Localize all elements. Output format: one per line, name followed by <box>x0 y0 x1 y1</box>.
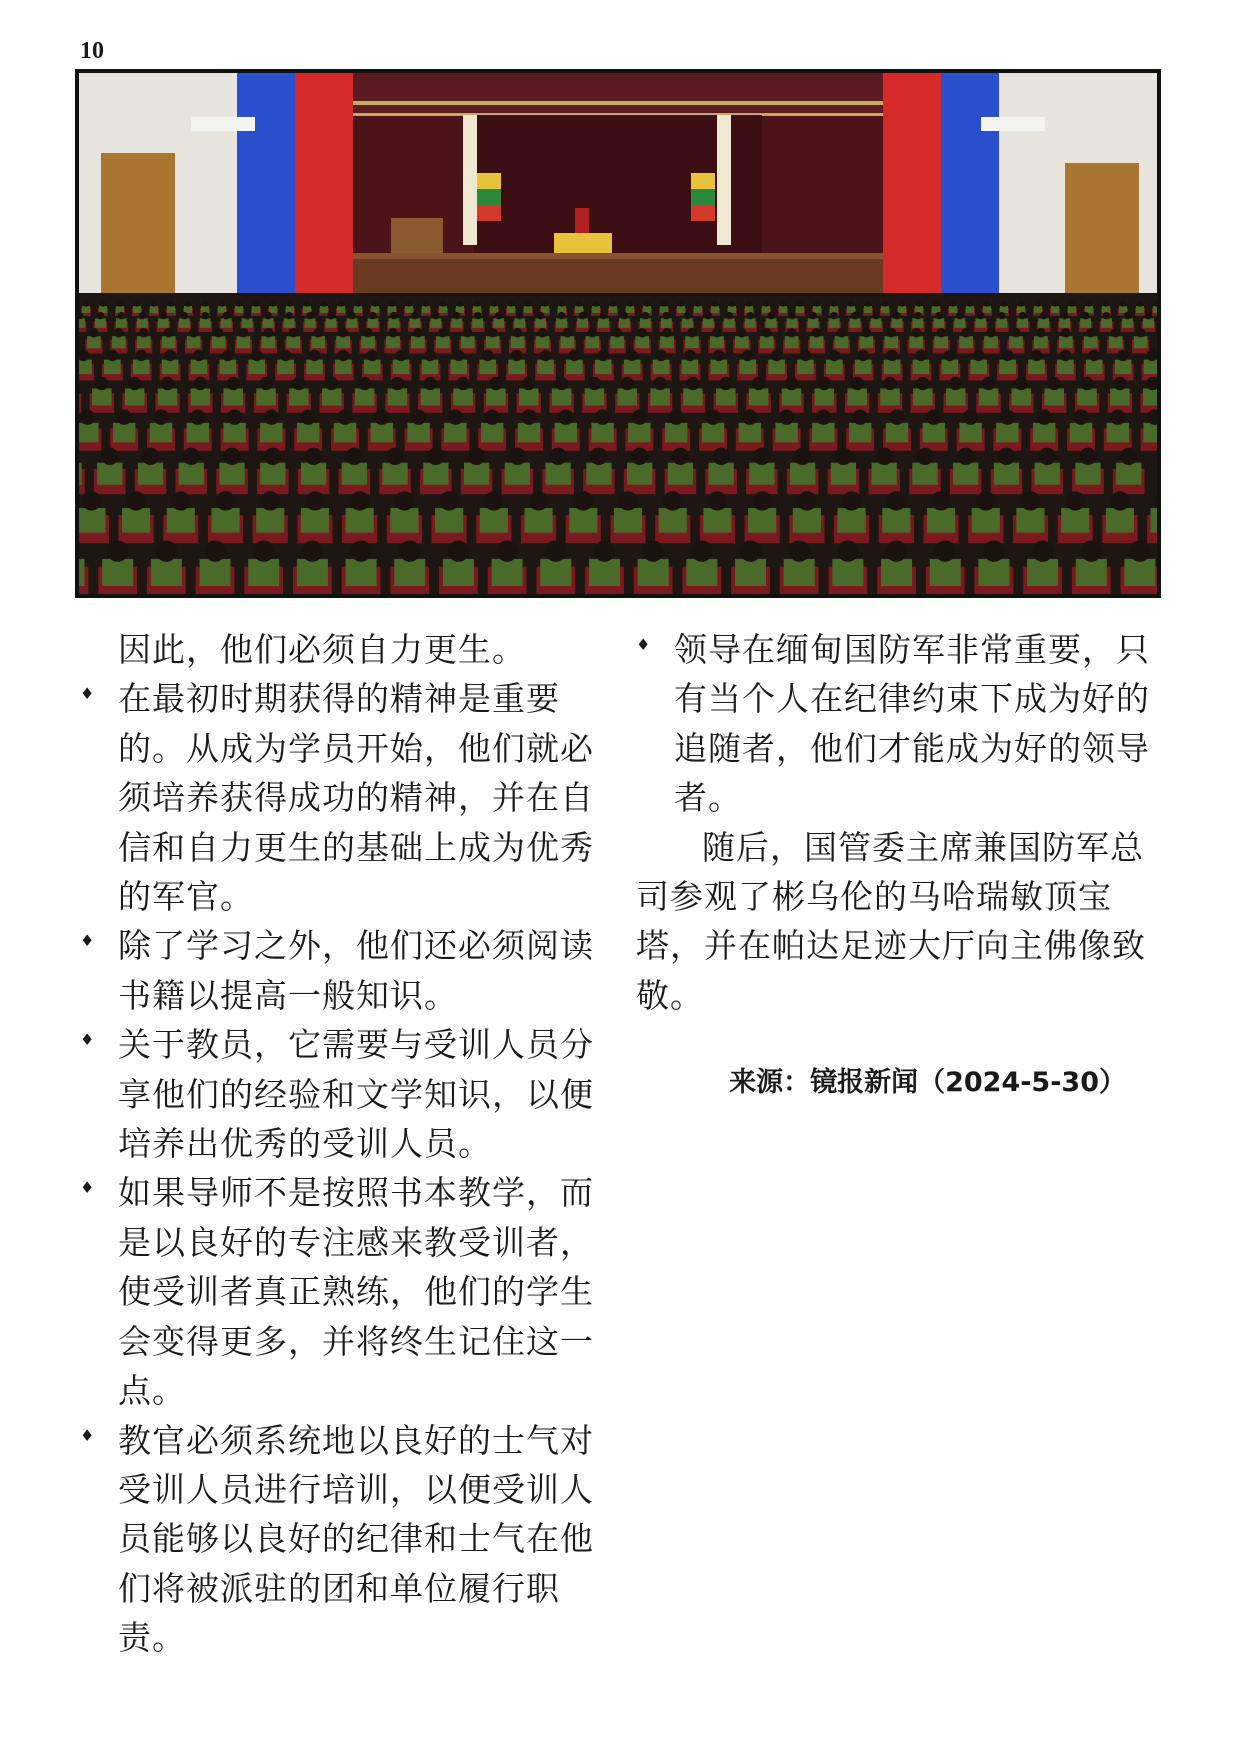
diamond-bullet-icon: ♦ <box>80 931 96 951</box>
bullet-item <box>80 1020 600 1168</box>
bullet-text: 领导在缅甸国防军非常重要，只有当个人在纪律约束下成为好的追随者，他们才能成为好的领导者。 <box>674 630 1150 818</box>
bullet-item <box>80 921 600 1020</box>
continuation-paragraph: 因此，他们必须自力更生。 <box>118 630 526 669</box>
diamond-bullet-icon: ♦ <box>80 1425 96 1445</box>
diamond-bullet-icon: ♦ <box>636 635 652 654</box>
diamond-bullet-icon: ♦ <box>80 1030 96 1050</box>
bullet-text: 关于教员，它需要与受训人员分享他们的经验和文学知识，以便培养出优秀的受训人员。 <box>118 1025 594 1164</box>
bullet-item <box>80 674 600 921</box>
closing-paragraph: 随后，国管委主席兼国防军总司参观了彬乌伦的马哈瑞敏顶宝塔，并在帕达足迹大厅向主佛像致敬。 <box>636 827 1146 1015</box>
left-bullet-list <box>80 674 600 1662</box>
left-column <box>80 625 600 1663</box>
bullet-item <box>80 1168 600 1415</box>
bullet-item <box>636 625 1162 823</box>
auditorium-photo-icon <box>79 73 1157 594</box>
diamond-bullet-icon: ♦ <box>80 684 96 704</box>
bullet-text: 除了学习之外，他们还必须阅读书籍以提高一般知识。 <box>118 926 594 1015</box>
diamond-bullet-icon: ♦ <box>80 1178 96 1198</box>
auditorium-photo <box>75 69 1161 598</box>
bullet-text: 如果导师不是按照书本教学，而是以良好的专注感来教受训者，使受训者真正熟练，他们的学生会变得更多，并将终生记住这一点。 <box>118 1173 594 1411</box>
right-bullet-list <box>636 625 1162 823</box>
right-column <box>636 625 1162 1108</box>
bullet-text: 在最初时期获得的精神是重要的。从成为学员开始，他们就必须培养获得成功的精神，并在自信和自力更生的基础上成为优秀的军官。 <box>118 679 594 917</box>
bullet-item <box>80 1416 600 1663</box>
page-number: 10 <box>80 38 104 64</box>
source-citation: 来源：镜报新闻（2024-5-30） <box>729 1067 1126 1099</box>
bullet-text: 教官必须系统地以良好的士气对受训人员进行培训，以便受训人员能够以良好的纪律和士气在他们将被派驻的团和单位履行职责。 <box>118 1420 594 1658</box>
